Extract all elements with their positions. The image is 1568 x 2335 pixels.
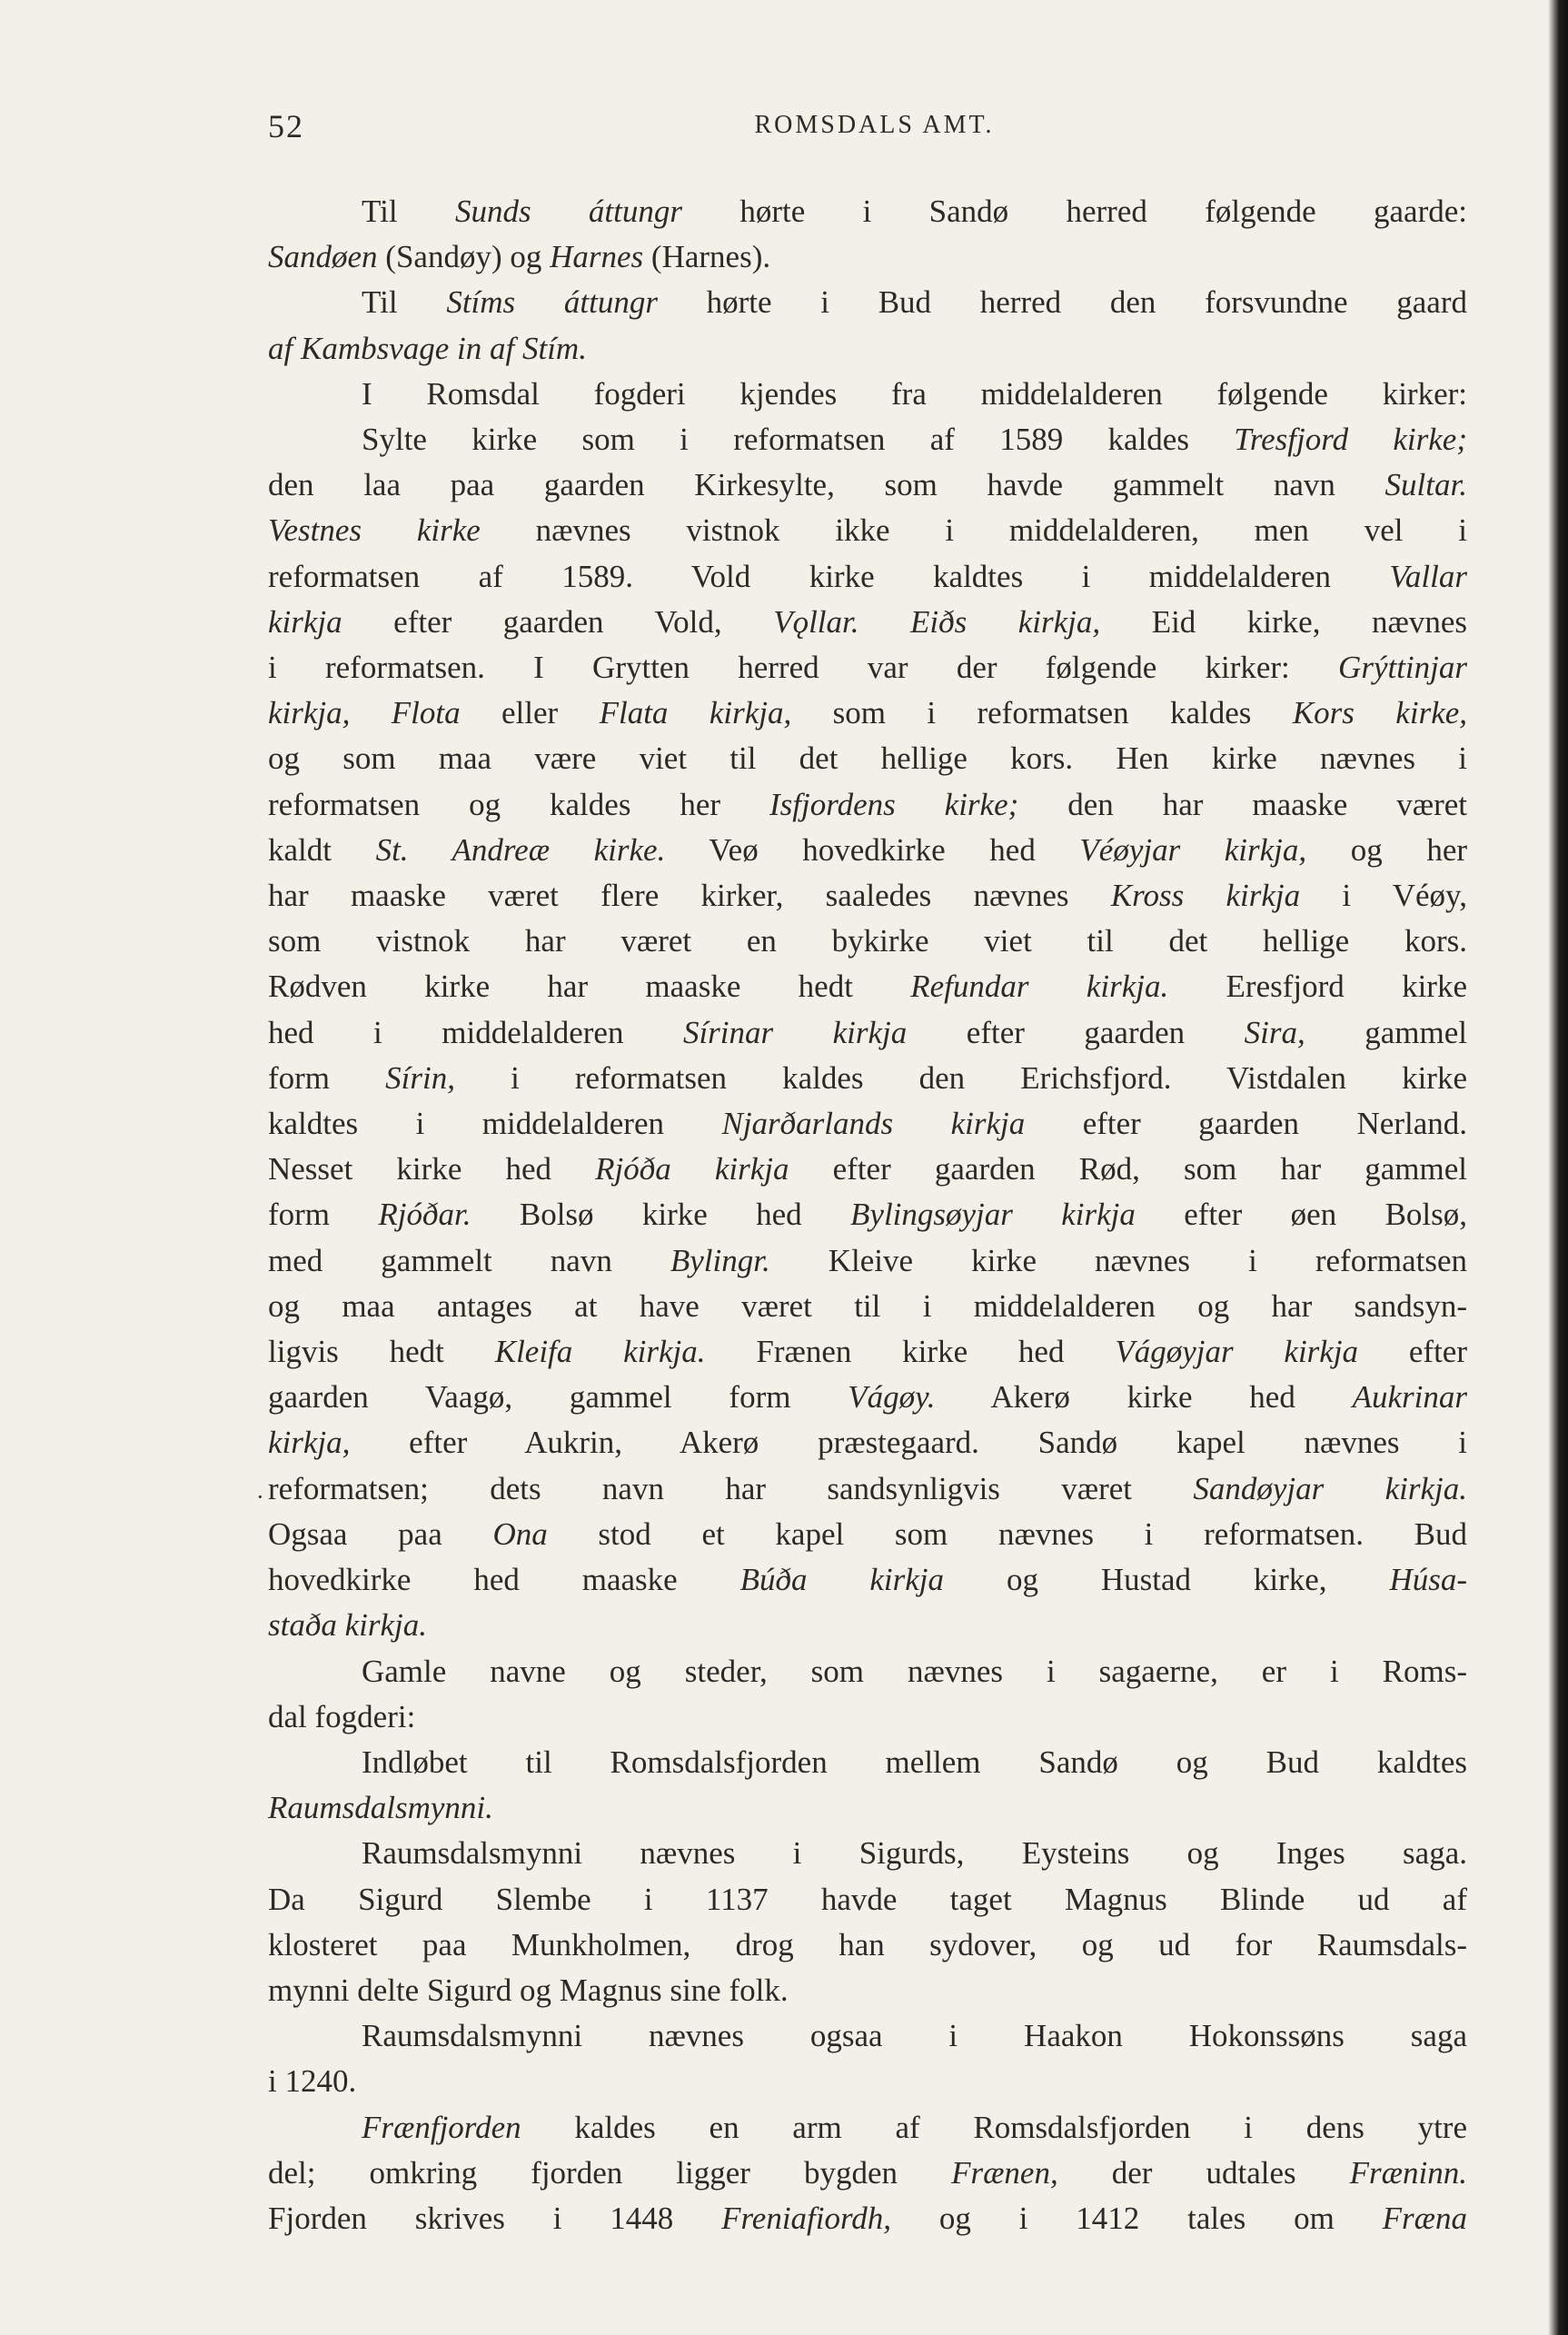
italic-name: Húsa- xyxy=(1389,1562,1467,1598)
text-run: Raumsdalsmynni nævnes ogsaa i Haakon Hokonssøns saga xyxy=(362,2018,1467,2054)
text-run: Sylte kirke som i reformatsen af 1589 kaldes xyxy=(362,422,1235,458)
text-line xyxy=(268,234,1467,280)
text-run: Til xyxy=(362,284,447,321)
text-run: efter gaarden Vold, xyxy=(342,603,774,640)
text-run: Gamle navne og steder, som nævnes i sagaerne, er i Roms- xyxy=(362,1653,1467,1689)
text-line xyxy=(268,508,1467,553)
text-run: klosteret paa Munkholmen, drog han sydover, og ud for Raumsdals- xyxy=(268,1926,1467,1962)
italic-name: staða kirkja. xyxy=(268,1607,427,1644)
text-run: hørte i Bud herred den forsvundne gaard xyxy=(657,284,1467,321)
text-line xyxy=(268,372,1467,417)
text-run: efter gaarden Nerland. xyxy=(1025,1106,1467,1142)
italic-name: Kross kirkja xyxy=(1110,878,1301,914)
text-run: form xyxy=(268,1059,386,1096)
italic-name: Vallar xyxy=(1389,558,1467,594)
text-line xyxy=(268,691,1467,736)
italic-name: Kors kirke, xyxy=(1292,695,1468,731)
text-line xyxy=(268,1877,1467,1923)
text-line xyxy=(268,1740,1467,1785)
text-line xyxy=(268,1284,1467,1329)
italic-name: Véøyjar kirkja, xyxy=(1079,831,1307,868)
text-line xyxy=(268,2196,1467,2241)
italic-name: Sírin, xyxy=(385,1059,455,1096)
text-run: i 1240. xyxy=(268,2063,357,2100)
text-line xyxy=(268,1785,1467,1831)
text-line xyxy=(268,1101,1467,1147)
text-run: (Harnes). xyxy=(643,239,771,275)
text-run: I Romsdal fogderi kjendes fra middelalderen følgende kirker: xyxy=(362,375,1467,412)
text-run: Bolsø kirke hed xyxy=(471,1197,851,1233)
text-run: og maa antages at have været til i middelalderen og har sandsyn- xyxy=(268,1287,1467,1324)
text-run: Akerø kirke hed xyxy=(935,1379,1353,1416)
italic-name: Vestnes kirke xyxy=(268,512,481,549)
text-run: som vistnok har været en bykirke viet til det hellige kors. xyxy=(268,923,1467,959)
text-line xyxy=(268,600,1467,645)
italic-name: kirkja xyxy=(268,603,342,640)
text-run: i reformatsen. I Grytten herred var der følgende kirker: xyxy=(268,650,1339,686)
italic-name: Njarðarlands kirkja xyxy=(721,1106,1026,1142)
text-run: kaldt xyxy=(268,831,376,868)
text-run: Veø hovedkirke hed xyxy=(665,831,1080,868)
text-line xyxy=(268,1420,1467,1466)
text-line xyxy=(268,873,1467,919)
text-run: form xyxy=(268,1197,379,1233)
text-line xyxy=(268,645,1467,691)
text-run: der udtales xyxy=(1057,2154,1350,2191)
italic-name: Ona xyxy=(492,1515,548,1552)
italic-name: Sandøyjar kirkja. xyxy=(1193,1470,1467,1506)
italic-name: Isfjordens kirke; xyxy=(769,786,1019,822)
italic-name: Tresfjord kirke; xyxy=(1234,422,1467,458)
italic-name: Frænen, xyxy=(951,2154,1058,2191)
text-run: dal fogderi: xyxy=(268,1698,416,1734)
text-run: efter Aukrin, Akerø præstegaard. Sandø kapel nævnes i xyxy=(350,1425,1467,1461)
text-line xyxy=(268,828,1467,873)
text-run: har maaske været flere kirker, saaledes nævnes xyxy=(268,878,1111,914)
running-title: ROMSDALS AMT. xyxy=(754,111,995,139)
italic-name: Flata kirkja, xyxy=(599,695,792,731)
text-run: Indløbet til Romsdalsfjorden mellem Sandø og Bud kaldtes xyxy=(362,1744,1467,1780)
italic-name: Stíms áttungr xyxy=(446,284,658,321)
text-run: kaldes en arm af Romsdalsfjorden i dens ytre xyxy=(521,2109,1467,2145)
text-line xyxy=(268,189,1467,234)
text-run: Raumsdalsmynni nævnes i Sigurds, Eysteins og Inges saga. xyxy=(362,1835,1467,1872)
text-run: gammel xyxy=(1305,1014,1467,1050)
text-run: hørte i Sandø herred følgende gaarde: xyxy=(681,194,1467,229)
text-line xyxy=(268,462,1467,508)
text-run: efter øen Bolsø, xyxy=(1135,1197,1468,1233)
text-run: med gammelt navn xyxy=(268,1242,670,1278)
text-line xyxy=(268,2013,1467,2059)
text-line xyxy=(268,1192,1467,1237)
text-run: i reformatsen kaldes den Erichsfjord. Vistdalen kirke xyxy=(454,1059,1467,1096)
text-run: reformatsen af 1589. Vold kirke kaldtes i middelalderen xyxy=(268,558,1390,594)
text-run: efter gaarden Rød, som har gammel xyxy=(789,1151,1467,1187)
italic-name: Sunds áttungr xyxy=(454,194,682,229)
text-line xyxy=(268,280,1467,325)
italic-name: Fræna xyxy=(1382,2200,1467,2236)
italic-name: af Kambsvage in af Stím. xyxy=(268,330,587,366)
italic-name: Rjóðar. xyxy=(378,1197,471,1233)
text-line xyxy=(268,2105,1467,2151)
italic-name: Vǫllar. xyxy=(773,603,859,640)
text-run: nævnes vistnok ikke i middelalderen, men vel i xyxy=(480,512,1468,549)
text-run: den har maaske været xyxy=(1018,786,1467,822)
text-line xyxy=(268,1238,1467,1284)
text-run: Til xyxy=(362,194,455,229)
text-run: del; omkring fjorden ligger bygden xyxy=(268,2154,952,2191)
text-line xyxy=(268,554,1467,600)
italic-name: kirkja, xyxy=(268,1425,351,1461)
text-run: (Sandøy) og xyxy=(377,239,551,275)
text-run: Eid kirke, nævnes xyxy=(1100,603,1467,640)
text-run: hed i middelalderen xyxy=(268,1014,683,1050)
italic-name: Bylingr. xyxy=(670,1242,770,1278)
italic-name: Fræninn. xyxy=(1349,2154,1467,2191)
text-line xyxy=(268,326,1467,372)
italic-name: Aukrinar xyxy=(1352,1379,1468,1416)
text-run: den laa paa gaarden Kirkesylte, som havde gammelt navn xyxy=(268,467,1385,503)
italic-name: Sírinar kirkja xyxy=(682,1014,908,1050)
italic-name: Harnes xyxy=(550,239,644,275)
page-edge-shadow xyxy=(1548,0,1568,2335)
text-run: efter gaarden xyxy=(907,1014,1245,1050)
text-run: ligvis hedt xyxy=(268,1334,495,1370)
text-run: gaarden Vaagø, gammel form xyxy=(268,1379,849,1416)
italic-name: Rjóða kirkja xyxy=(595,1151,789,1187)
text-line xyxy=(268,919,1467,964)
text-line xyxy=(268,2151,1467,2196)
italic-name: Vágøyjar kirkja xyxy=(1115,1334,1359,1370)
text-run: og som maa være viet til det hellige kors. Hen kirke nævnes i xyxy=(268,740,1467,777)
text-run: Fjorden skrives i 1448 xyxy=(268,2200,722,2236)
italic-name: Kleifa kirkja. xyxy=(494,1334,706,1370)
text-run: Da Sigurd Slembe i 1137 havde taget Magnus Blinde ud af xyxy=(268,1881,1467,1917)
text-run: Nesset kirke hed xyxy=(268,1151,596,1187)
text-run: og Hustad kirke, xyxy=(944,1562,1390,1598)
text-run: og i 1412 tales om xyxy=(891,2200,1383,2236)
italic-name: Grýttinjar xyxy=(1338,650,1467,686)
italic-name: St. Andreæ kirke. xyxy=(375,831,666,868)
italic-name: Sultar. xyxy=(1384,467,1467,503)
text-line xyxy=(268,1010,1467,1056)
text-run: eller xyxy=(460,695,600,731)
text-line xyxy=(268,1512,1467,1557)
text-line xyxy=(268,1147,1467,1192)
text-line xyxy=(268,1329,1467,1375)
italic-name: Búða kirkja xyxy=(739,1562,945,1598)
text-line xyxy=(268,1056,1467,1101)
text-run: Frænen kirke hed xyxy=(705,1334,1116,1370)
italic-name: Freniafiordh, xyxy=(721,2200,892,2236)
page-number: 52 xyxy=(268,108,304,144)
text-line xyxy=(268,1831,1467,1876)
text-run: som i reformatsen kaldes xyxy=(791,695,1293,731)
text-run: hovedkirke hed maaske xyxy=(268,1562,740,1598)
italic-name: Eiðs kirkja, xyxy=(910,603,1101,640)
page-header xyxy=(268,107,1481,153)
text-line xyxy=(268,1968,1467,2013)
italic-name: Sira, xyxy=(1244,1014,1305,1050)
italic-name: Raumsdalsmynni. xyxy=(268,1790,493,1826)
text-run: Ogsaa paa xyxy=(268,1515,493,1552)
italic-name: Bylingsøyjar kirkja xyxy=(850,1197,1136,1233)
body-text xyxy=(268,189,1467,2241)
margin-mark: · xyxy=(256,1484,264,1510)
text-run: og her xyxy=(1306,831,1468,868)
text-run: Rødven kirke har maaske hedt xyxy=(268,969,911,1005)
text-run: efter xyxy=(1358,1334,1467,1370)
italic-name: Frænfjorden xyxy=(362,2109,521,2145)
text-line xyxy=(268,736,1467,781)
text-run: kaldtes i middelalderen xyxy=(268,1106,722,1142)
text-run xyxy=(859,604,911,640)
text-line xyxy=(268,1557,1467,1603)
italic-name: Sandøen xyxy=(268,239,378,275)
text-line xyxy=(268,1603,1467,1648)
italic-name: Vágøy. xyxy=(848,1379,936,1416)
text-line xyxy=(268,1923,1467,1968)
text-run: Kleive kirke nævnes i reformatsen xyxy=(769,1242,1467,1278)
text-line xyxy=(268,2059,1467,2104)
text-run: Eresfjord kirke xyxy=(1168,969,1467,1005)
text-line xyxy=(268,1649,1467,1694)
text-line xyxy=(268,964,1467,1009)
italic-name: kirkja, Flota xyxy=(268,695,461,731)
text-line xyxy=(268,782,1467,828)
text-run: stod et kapel som nævnes i reformatsen. Bud xyxy=(547,1515,1467,1552)
text-run: mynni delte Sigurd og Magnus sine folk. xyxy=(268,1972,789,2008)
text-line xyxy=(268,417,1467,462)
text-line xyxy=(268,1466,1467,1512)
text-run: i Véøy, xyxy=(1300,878,1467,914)
text-run: reformatsen og kaldes her xyxy=(268,786,770,822)
italic-name: Refundar kirkja. xyxy=(910,969,1169,1005)
text-run: reformatsen; dets navn har sandsynligvis været xyxy=(268,1470,1194,1506)
text-line xyxy=(268,1375,1467,1420)
text-line xyxy=(268,1694,1467,1740)
